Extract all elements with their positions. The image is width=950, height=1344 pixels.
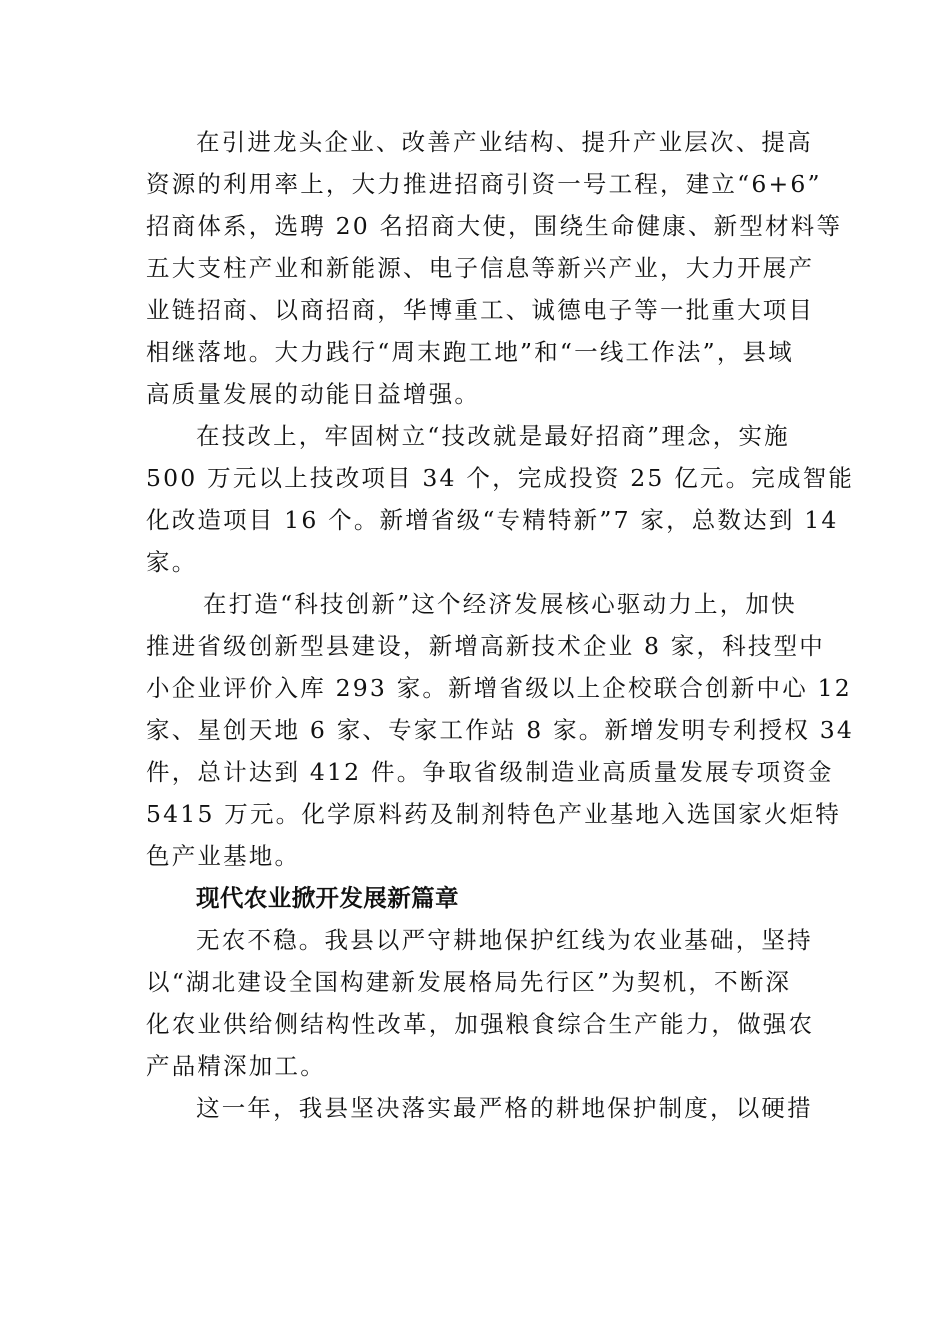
paragraph-2-line-2: 500 万元以上技改项目 34 个，完成投资 25 亿元。完成智能 bbox=[146, 464, 855, 492]
paragraph-1-line-7: 高质量发展的动能日益增强。 bbox=[146, 380, 481, 408]
paragraph-1-line-1: 在引进龙头企业、改善产业结构、提升产业层次、提高 bbox=[196, 128, 813, 156]
paragraph-5-line-1: 这一年，我县坚决落实最严格的耕地保护制度，以硬措 bbox=[196, 1094, 813, 1122]
paragraph-3-line-6: 5415 万元。化学原料药及制剂特色产业基地入选国家火炬特 bbox=[146, 800, 842, 828]
paragraph-4-line-3: 化农业供给侧结构性改革，加强粮食综合生产能力，做强农 bbox=[146, 1010, 815, 1038]
paragraph-3-line-1: 在打造“科技创新”这个经济发展核心驱动力上，加快 bbox=[203, 590, 797, 618]
paragraph-3-line-3: 小企业评价入库 293 家。新增省级以上企校联合创新中心 12 bbox=[146, 674, 852, 702]
paragraph-4-line-1: 无农不稳。我县以严守耕地保护红线为农业基础，坚持 bbox=[196, 926, 813, 954]
paragraph-3-line-2: 推进省级创新型县建设，新增高新技术企业 8 家，科技型中 bbox=[146, 632, 825, 660]
paragraph-3-line-4: 家、星创天地 6 家、专家工作站 8 家。新增发明专利授权 34 bbox=[146, 716, 855, 744]
paragraph-1-line-5: 业链招商、以商招商，华博重工、诚德电子等一批重大项目 bbox=[146, 296, 815, 324]
paragraph-3-line-7: 色产业基地。 bbox=[146, 842, 301, 870]
paragraph-2-line-1: 在技改上，牢固树立“技改就是最好招商”理念，实施 bbox=[196, 422, 790, 450]
paragraph-1-line-3: 招商体系，选聘 20 名招商大使，围绕生命健康、新型材料等 bbox=[146, 212, 843, 240]
paragraph-2-line-3: 化改造项目 16 个。新增省级“专精特新”7 家，总数达到 14 bbox=[146, 506, 839, 534]
paragraph-3-line-5: 件，总计达到 412 件。争取省级制造业高质量发展专项资金 bbox=[146, 758, 834, 786]
paragraph-2-line-4: 家。 bbox=[146, 548, 198, 576]
paragraph-1-line-6: 相继落地。大力践行“周末跑工地”和“一线工作法”，县域 bbox=[146, 338, 794, 366]
paragraph-1-line-2: 资源的利用率上，大力推进招商引资一号工程，建立“6+6” bbox=[146, 170, 822, 198]
paragraph-4-line-4: 产品精深加工。 bbox=[146, 1052, 326, 1080]
section-heading: 现代农业掀开发展新篇章 bbox=[196, 884, 459, 912]
paragraph-1-line-4: 五大支柱产业和新能源、电子信息等新兴产业，大力开展产 bbox=[146, 254, 815, 282]
paragraph-4-line-2: 以“湖北建设全国构建新发展格局先行区”为契机，不断深 bbox=[146, 968, 792, 996]
